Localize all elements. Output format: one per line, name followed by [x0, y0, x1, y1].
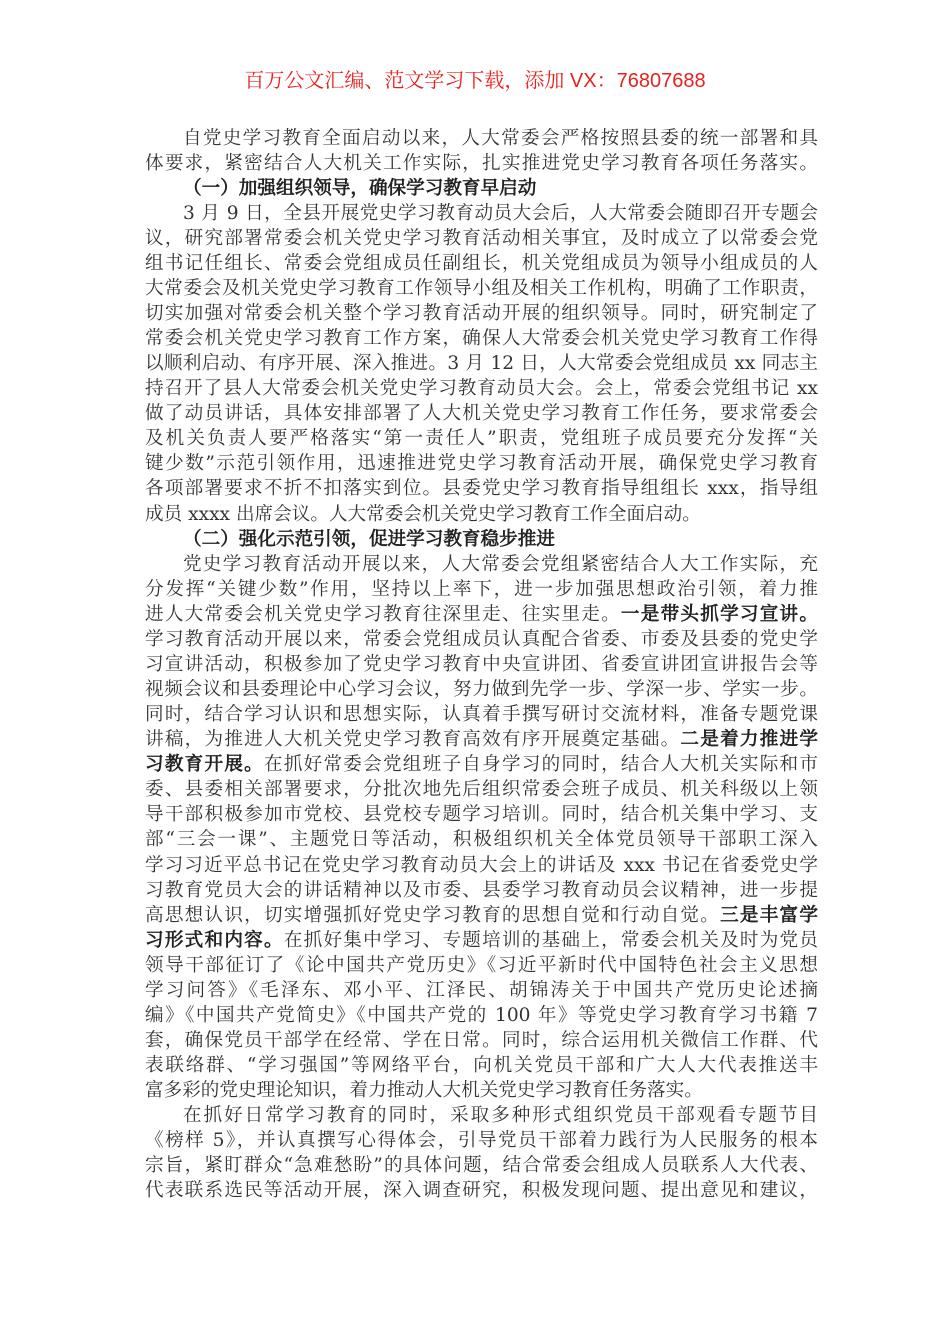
text-segment: 议，研究部署常委会机关党史学习教育活动相关事宜，及时成立了以常委会党 [145, 227, 818, 249]
text-line [145, 1053, 818, 1078]
text-line [145, 978, 818, 1003]
text-segment: 代表联系选民等活动开展，深入调查研究，积极发现问题、提出意见和建议， [145, 1180, 818, 1202]
text-line [145, 326, 818, 351]
text-line [145, 752, 818, 777]
text-segment: 讲稿，为推进人大机关党史学习教育高效有序开展奠定基础。 [145, 729, 681, 751]
text-line [145, 652, 818, 677]
bold-lead-phrase: 一是带头抓学习宣讲。 [620, 603, 818, 625]
text-line [145, 376, 818, 401]
text-segment: 编》《中国共产党简史》《中国共产党的 100 年》等党史学习教育学习书籍 7 [145, 1004, 818, 1026]
text-line [145, 577, 818, 602]
text-line [145, 276, 818, 301]
text-line [183, 126, 818, 151]
text-segment: 在抓好集中学习、专题培训的基础上，常委会机关及时为党员 [283, 929, 818, 951]
text-segment: 视频会议和县委理论中心学习会议，努力做到先学一步、学深一步、学实一步。 [145, 679, 818, 701]
text-segment: 分发挥“关键少数”作用，坚持以上率下，进一步加强思想政治引领，着力推 [145, 578, 818, 600]
text-segment: 领导干部征订了《论中国共产党历史》《习近平新时代中国特色社会主义思想 [145, 954, 818, 976]
text-line [145, 878, 818, 903]
section-heading [183, 527, 818, 552]
text-segment: 部“三会一课”、主题党日等活动，积极组织机关全体党员领导干部职工深入 [145, 829, 818, 851]
text-segment: 习宣讲活动，积极参加了党史学习教育中央宣讲团、省委宣讲团宣讲报告会等 [145, 653, 818, 675]
text-line [145, 677, 818, 702]
text-segment: 导干部积极参加市党校、县党校专题学习培训。同时，结合机关集中学习、支 [145, 804, 818, 826]
text-segment: 各项部署要求不折不扣落实到位。县委党史学习教育指导组组长 xxx，指导组 [145, 478, 818, 500]
text-line [145, 727, 818, 752]
text-line [145, 1078, 818, 1103]
text-line [145, 953, 818, 978]
text-segment: 宗旨，紧盯群众“急难愁盼”的具体问题，结合常委会组成人员联系人大代表、 [145, 1155, 818, 1177]
text-line [183, 552, 818, 577]
text-line [145, 351, 818, 376]
text-line [145, 802, 818, 827]
text-line [145, 226, 818, 251]
text-line [145, 476, 818, 501]
bold-lead-phrase: 习教育开展。 [145, 754, 264, 776]
bold-lead-phrase: 三是丰富学 [720, 904, 818, 926]
text-line [145, 853, 818, 878]
text-segment: 同时，结合学习认识和思想实际，认真着手撰写研讨交流材料，准备专题党课 [145, 704, 818, 726]
text-segment: 做了动员讲话，具体安排部署了人大机关党史学习教育工作任务，要求常委会 [145, 403, 818, 425]
section-heading [183, 176, 818, 201]
text-segment: 3 月 9 日，全县开展党史学习教育动员大会后，人大常委会随即召开专题会 [183, 202, 818, 224]
text-line [145, 401, 818, 426]
text-line [145, 301, 818, 326]
text-line [145, 928, 818, 953]
text-segment: 《榜样 5》，并认真撰写心得体会，引导党员干部着力践行为人民服务的根本 [145, 1130, 818, 1152]
text-line [183, 1103, 818, 1128]
text-line [145, 151, 818, 176]
bold-lead-phrase: 二是着力推进学 [680, 729, 818, 751]
text-segment: 学习教育活动开展以来，常委会党组成员认真配合省委、市委及县委的党史学 [145, 628, 818, 650]
text-segment: 高思想认识，切实增强抓好党史学习教育的思想自觉和行动自觉。 [145, 904, 721, 926]
text-segment: 切实加强对常委会机关整个学习教育活动开展的组织领导。同时，研究制定了 [145, 302, 818, 324]
text-line [145, 903, 818, 928]
text-segment: 学习习近平总书记在党史学习教育动员大会上的讲话及 xxx 书记在省委党史学 [145, 854, 818, 876]
bold-lead-phrase: 习形式和内容。 [145, 929, 284, 951]
text-segment: 键少数”示范引领作用，迅速推进党史学习教育活动开展，确保党史学习教育 [145, 453, 818, 475]
text-segment: 表联络群、“学习强国”等网络平台，向机关党员干部和广大人大代表推送丰 [145, 1055, 818, 1077]
text-segment: （一）加强组织领导，确保学习教育早启动 [183, 177, 537, 199]
text-line [145, 502, 818, 527]
text-line [145, 1128, 818, 1153]
text-segment: 常委会机关党史学习教育工作方案，确保人大常委会机关党史学习教育工作得 [145, 328, 818, 350]
text-segment: 进人大常委会机关党史学习教育往深里走、往实里走。 [145, 603, 621, 625]
text-segment: （二）强化示范引领，促进学习教育稳步推进 [183, 528, 555, 550]
text-segment: 学习问答》《毛泽东、邓小平、江泽民、胡锦涛关于中国共产党历史论述摘 [145, 979, 818, 1001]
text-line [183, 201, 818, 226]
text-line [145, 627, 818, 652]
text-line [145, 1178, 818, 1203]
text-line [145, 702, 818, 727]
text-segment: 委、县委相关部署要求，分批次地先后组织常委会班子成员、机关科级以上领 [145, 779, 818, 801]
text-segment: 自党史学习教育全面启动以来，人大常委会严格按照县委的统一部署和具 [183, 127, 818, 149]
text-segment: 套，确保党员干部学在经常、学在日常。同时，综合运用机关微信工作群、代 [145, 1030, 818, 1052]
text-line [145, 451, 818, 476]
text-line [145, 251, 818, 276]
text-segment: 党史学习教育活动开展以来，人大常委会党组紧密结合人大工作实际，充 [183, 553, 818, 575]
text-segment: 及机关负责人要严格落实“第一责任人”职责，党组班子成员要充分发挥“关 [145, 428, 818, 450]
text-line [145, 1028, 818, 1053]
watermark-banner: 百万公文汇编、范文学习下载，添加 VX：76807688 [244, 70, 706, 92]
text-segment: 富多彩的党史理论知识，着力推动人大机关党史学习教育任务落实。 [145, 1080, 703, 1102]
text-line [145, 426, 818, 451]
text-line [145, 827, 818, 852]
text-segment: 成员 xxxx 出席会议。人大常委会机关党史学习教育工作全面启动。 [145, 503, 701, 525]
text-segment: 在抓好常委会党组班子自身学习的同时，结合人大机关实际和市 [263, 754, 818, 776]
text-line [145, 777, 818, 802]
text-line [145, 1003, 818, 1028]
text-segment: 习教育党员大会的讲话精神以及市委、县委学习教育动员会议精神，进一步提 [145, 879, 818, 901]
text-segment: 持召开了县人大常委会机关党史学习教育动员大会。会上，常委会党组书记 xx [145, 378, 818, 400]
text-line [145, 1153, 818, 1178]
text-segment: 组书记任组长、常委会党组成员任副组长，机关党组成员为领导小组成员的人 [145, 252, 818, 274]
text-line [145, 602, 818, 627]
text-segment: 以顺利启动、有序开展、深入推进。3 月 12 日，人大常委会党组成员 xx 同志主 [145, 353, 818, 375]
text-segment: 在抓好日常学习教育的同时，采取多种形式组织党员干部观看专题节目 [183, 1105, 818, 1127]
text-segment: 体要求，紧密结合人大机关工作实际，扎实推进党史学习教育各项任务落实。 [145, 152, 818, 174]
text-segment: 大常委会及机关党史学习教育工作领导小组及相关工作机构，明确了工作职责， [145, 277, 818, 299]
